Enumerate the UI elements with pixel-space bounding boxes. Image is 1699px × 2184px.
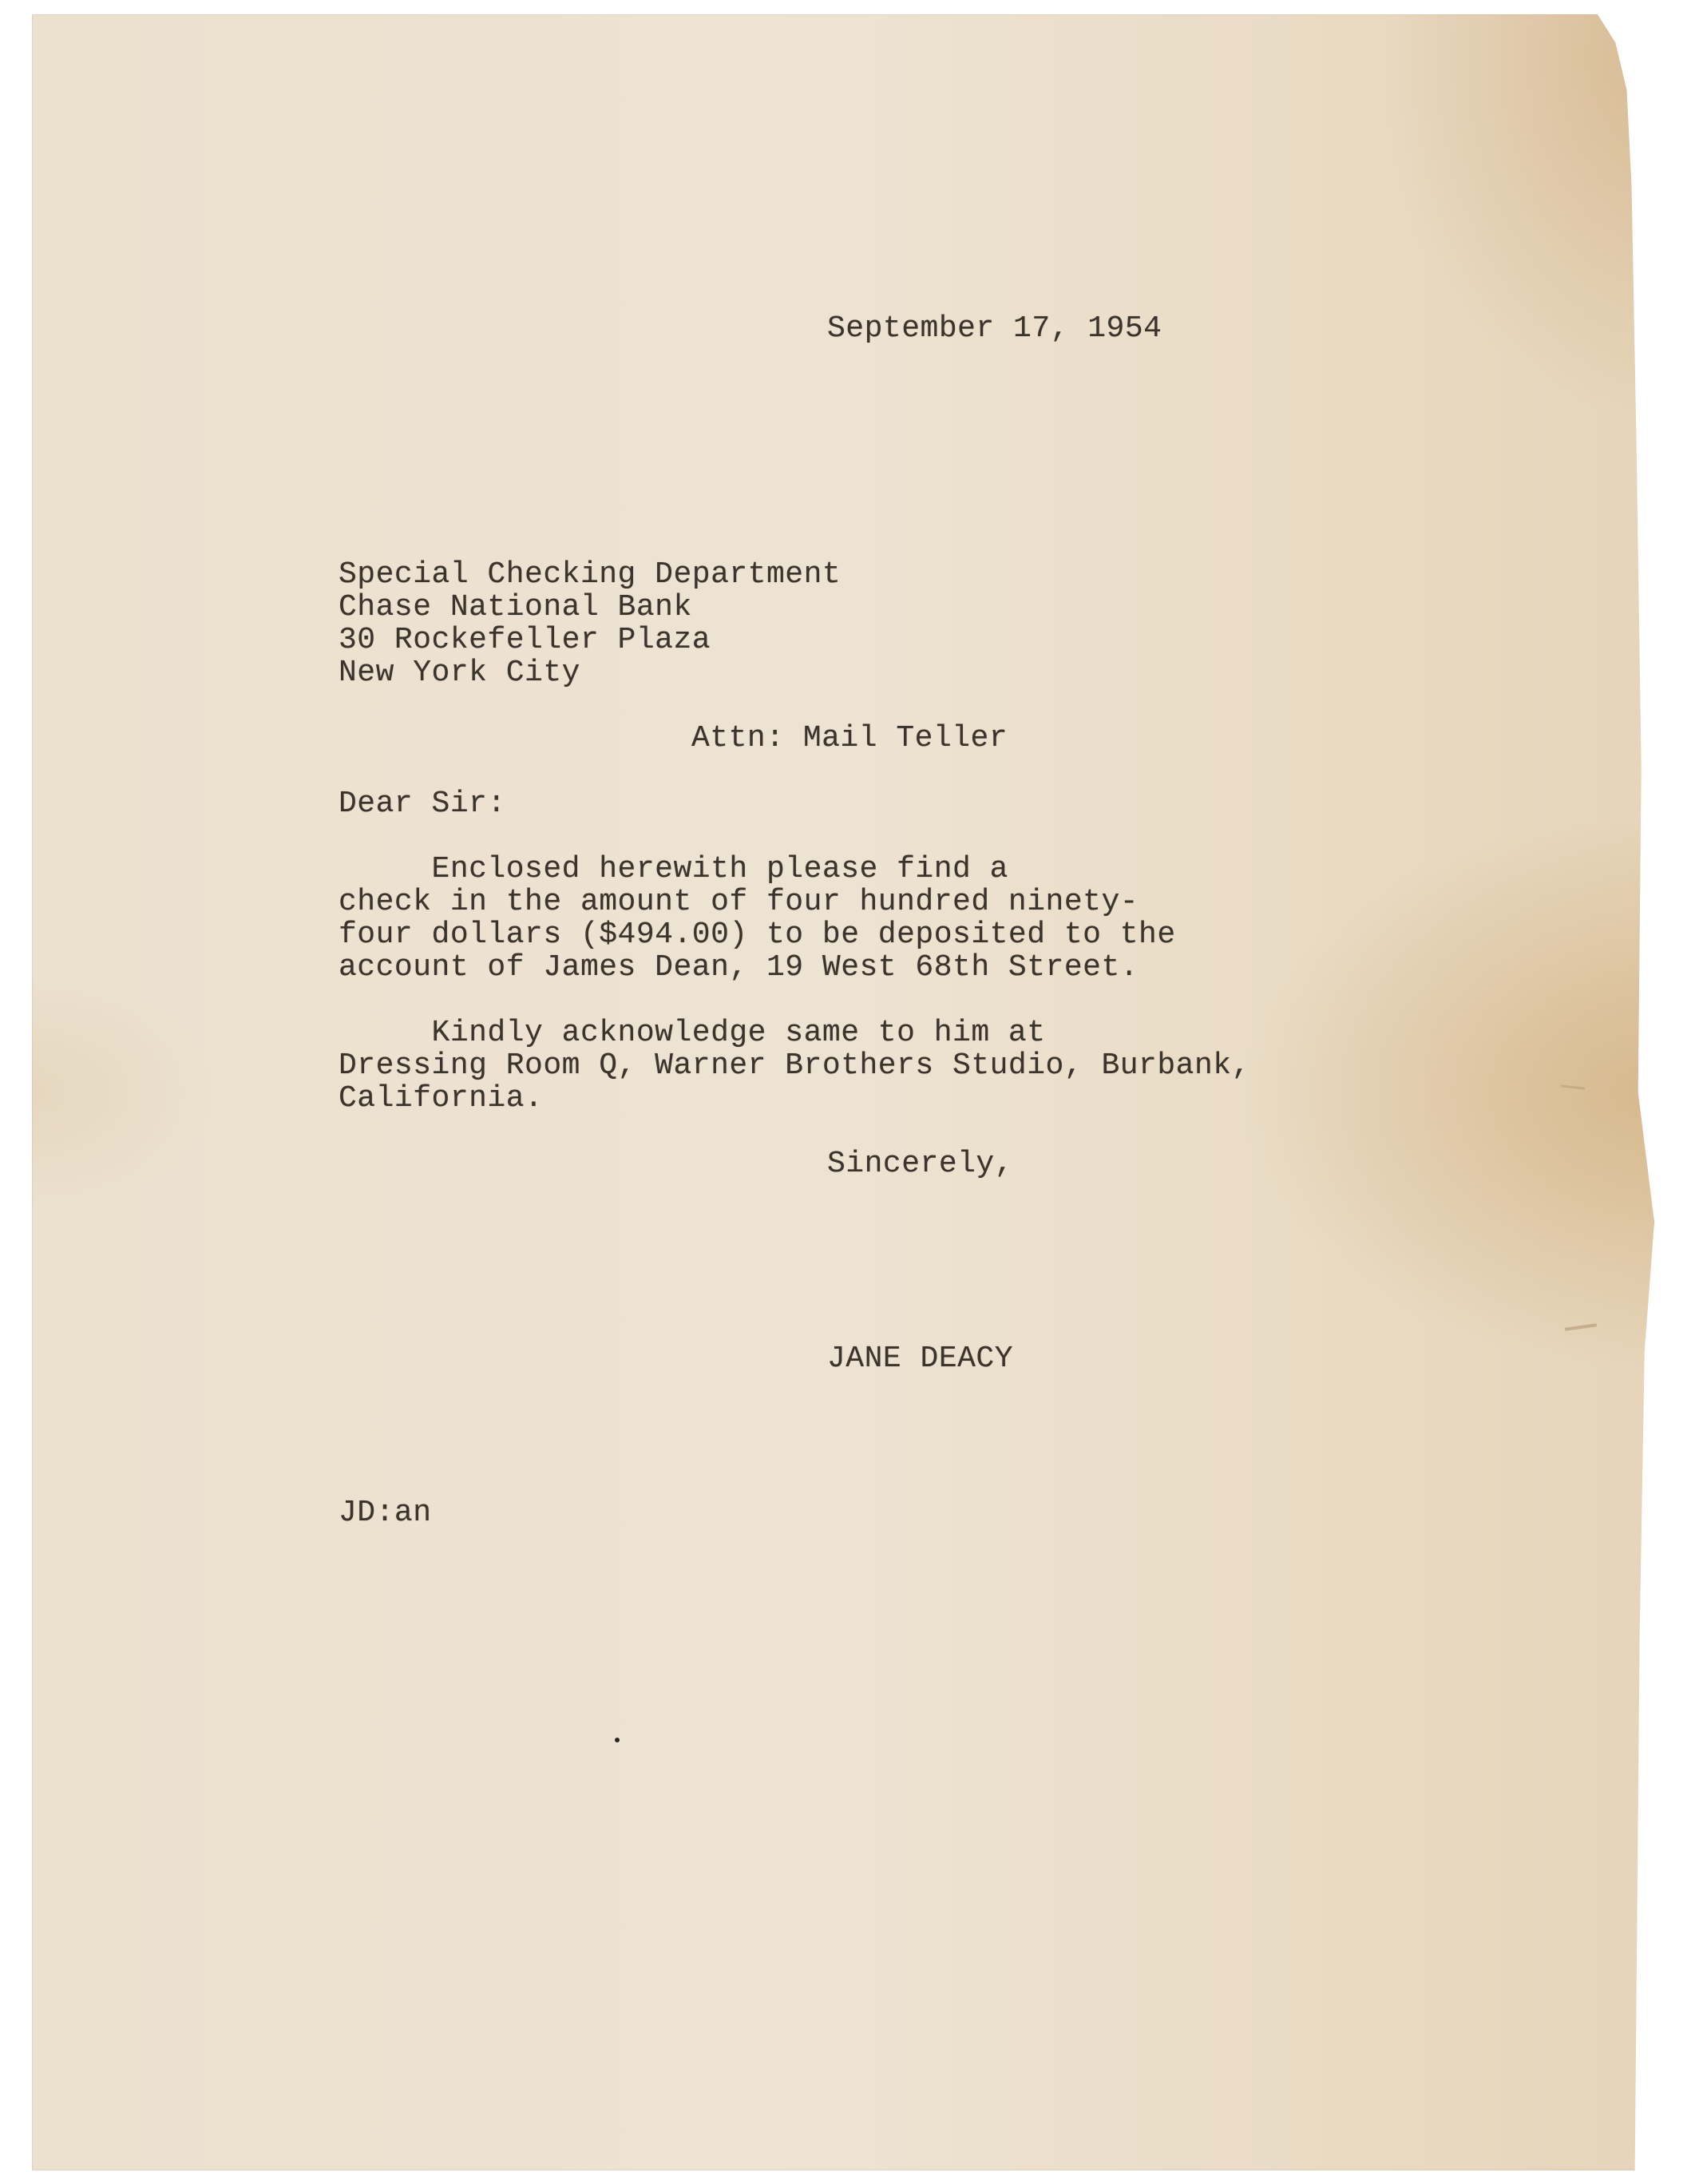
paragraph-2-line-2: Dressing Room Q, Warner Brothers Studio, Burbank,: [339, 1048, 1250, 1083]
recipient-line-3: 30 Rockefeller Plaza: [339, 623, 711, 657]
recipient-line-1: Special Checking Department: [339, 557, 842, 592]
paragraph-2-line-3: California.: [339, 1081, 544, 1116]
paragraph-2-line-1: Kindly acknowledge same to him at: [339, 1016, 1046, 1050]
paragraph-1-line-2: check in the amount of four hundred ninety-: [339, 885, 1139, 919]
paragraph-1-line-3: four dollars ($494.00) to be deposited to the: [339, 918, 1176, 952]
letter-date: September 17, 1954: [827, 311, 1162, 346]
paragraph-1-line-4: account of James Dean, 19 West 68th Street.: [339, 950, 1139, 985]
signature-name: JANE DEACY: [827, 1342, 1014, 1376]
salutation: Dear Sir:: [339, 787, 506, 821]
closing: Sincerely,: [827, 1147, 1014, 1181]
ink-dot: [615, 1738, 620, 1742]
recipient-line-4: New York City: [339, 656, 580, 690]
paragraph-1-line-1: Enclosed herewith please find a: [339, 852, 1008, 886]
reference-initials: JD:an: [339, 1496, 432, 1530]
attention-line: Attn: Mail Teller: [691, 721, 1008, 755]
recipient-line-2: Chase National Bank: [339, 590, 692, 624]
